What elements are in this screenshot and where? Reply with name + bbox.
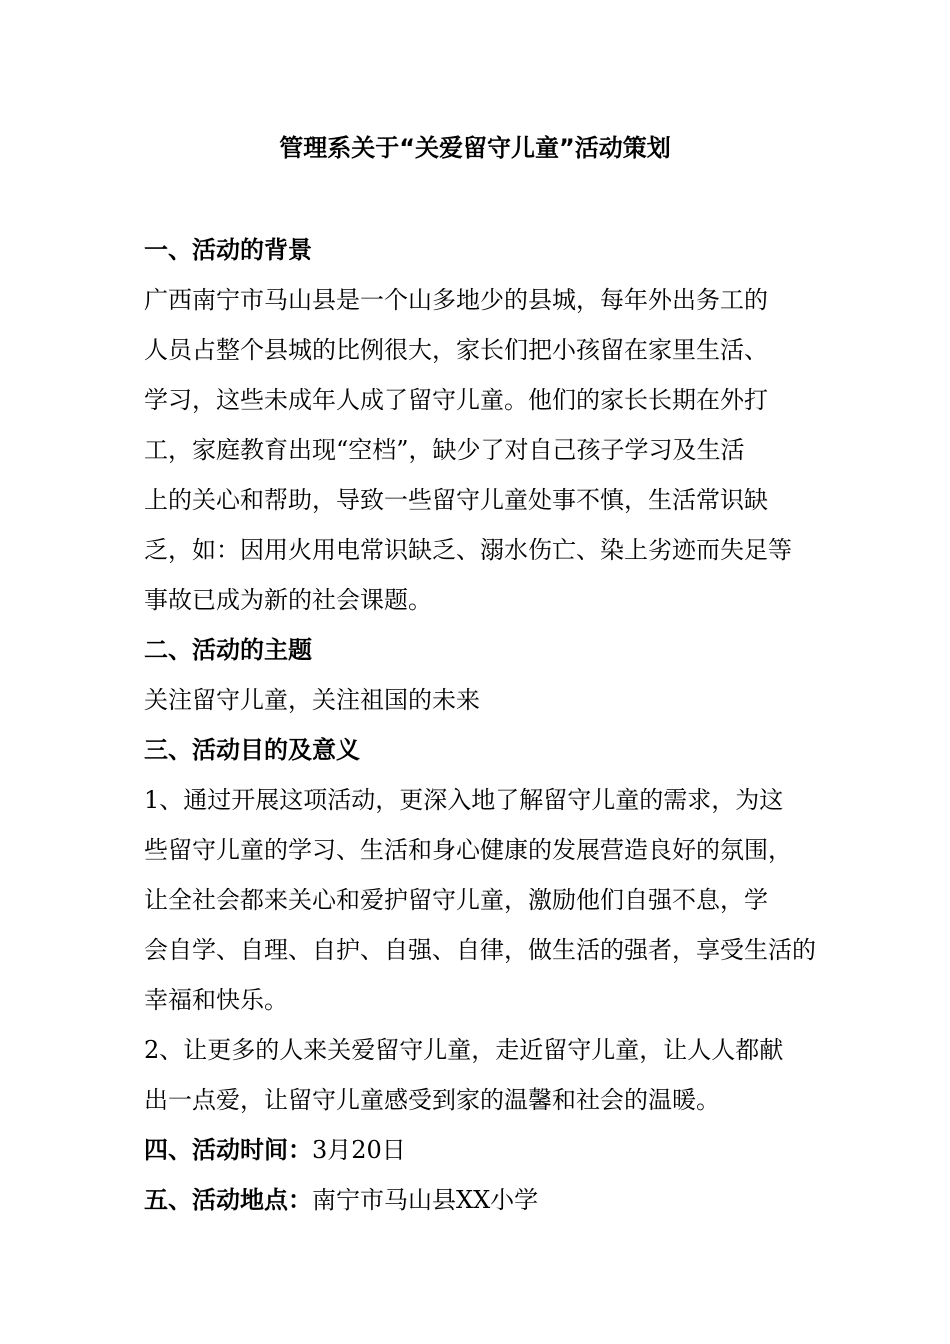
paragraph-line: 关注留守儿童，关注祖国的未来 bbox=[144, 686, 480, 714]
paragraph-line: 出一点爱，让留守儿童感受到家的温馨和社会的温暖。 bbox=[144, 1086, 720, 1114]
section-paragraph-purpose bbox=[144, 775, 816, 1125]
paragraph-line: 乏，如：因用火用电常识缺乏、溺水伤亡、染上劣迹而失足等 bbox=[144, 536, 792, 564]
paragraph-line: 学习，这些未成年人成了留守儿童。他们的家长长期在外打 bbox=[144, 386, 768, 414]
section-heading-purpose: 三、活动目的及意义 bbox=[144, 736, 360, 764]
activity-time-label: 四、活动时间： bbox=[144, 1136, 312, 1164]
paragraph-line: 事故已成为新的社会课题。 bbox=[144, 586, 432, 614]
paragraph-line: 广西南宁市马山县是一个山多地少的县城，每年外出务工的 bbox=[144, 286, 768, 314]
paragraph-line: 幸福和快乐。 bbox=[144, 986, 288, 1014]
activity-place-row bbox=[144, 1175, 812, 1225]
document-title: 管理系关于“关爱留守儿童”活动策划 bbox=[279, 134, 671, 162]
section-paragraph-background bbox=[144, 275, 812, 625]
paragraph-line: 人员占整个县城的比例很大，家长们把小孩留在家里生活、 bbox=[144, 336, 768, 364]
paragraph-line: 2、让更多的人来关爱留守儿童，走近留守儿童，让人人都献 bbox=[144, 1036, 784, 1064]
activity-place-value: 南宁市马山县XX小学 bbox=[312, 1186, 539, 1214]
section-heading-background: 一、活动的背景 bbox=[144, 236, 312, 264]
section-paragraph-theme bbox=[144, 675, 812, 725]
document-body bbox=[144, 225, 816, 1225]
activity-time-row bbox=[144, 1125, 812, 1175]
paragraph-line: 些留守儿童的学习、生活和身心健康的发展营造良好的氛围， bbox=[144, 836, 792, 864]
activity-place-label: 五、活动地点： bbox=[144, 1186, 312, 1214]
paragraph-line: 让全社会都来关心和爱护留守儿童，激励他们自强不息，学 bbox=[144, 886, 768, 914]
paragraph-line: 上的关心和帮助，导致一些留守儿童处事不慎，生活常识缺 bbox=[144, 486, 768, 514]
section-heading-theme: 二、活动的主题 bbox=[144, 636, 312, 664]
paragraph-line: 会自学、自理、自护、自强、自律，做生活的强者，享受生活的 bbox=[144, 936, 816, 964]
paragraph-line: 1、通过开展这项活动，更深入地了解留守儿童的需求，为这 bbox=[144, 786, 784, 814]
activity-time-value: 3月20日 bbox=[312, 1136, 406, 1164]
paragraph-line: 工，家庭教育出现“空档”，缺少了对自己孩子学习及生活 bbox=[144, 436, 745, 464]
